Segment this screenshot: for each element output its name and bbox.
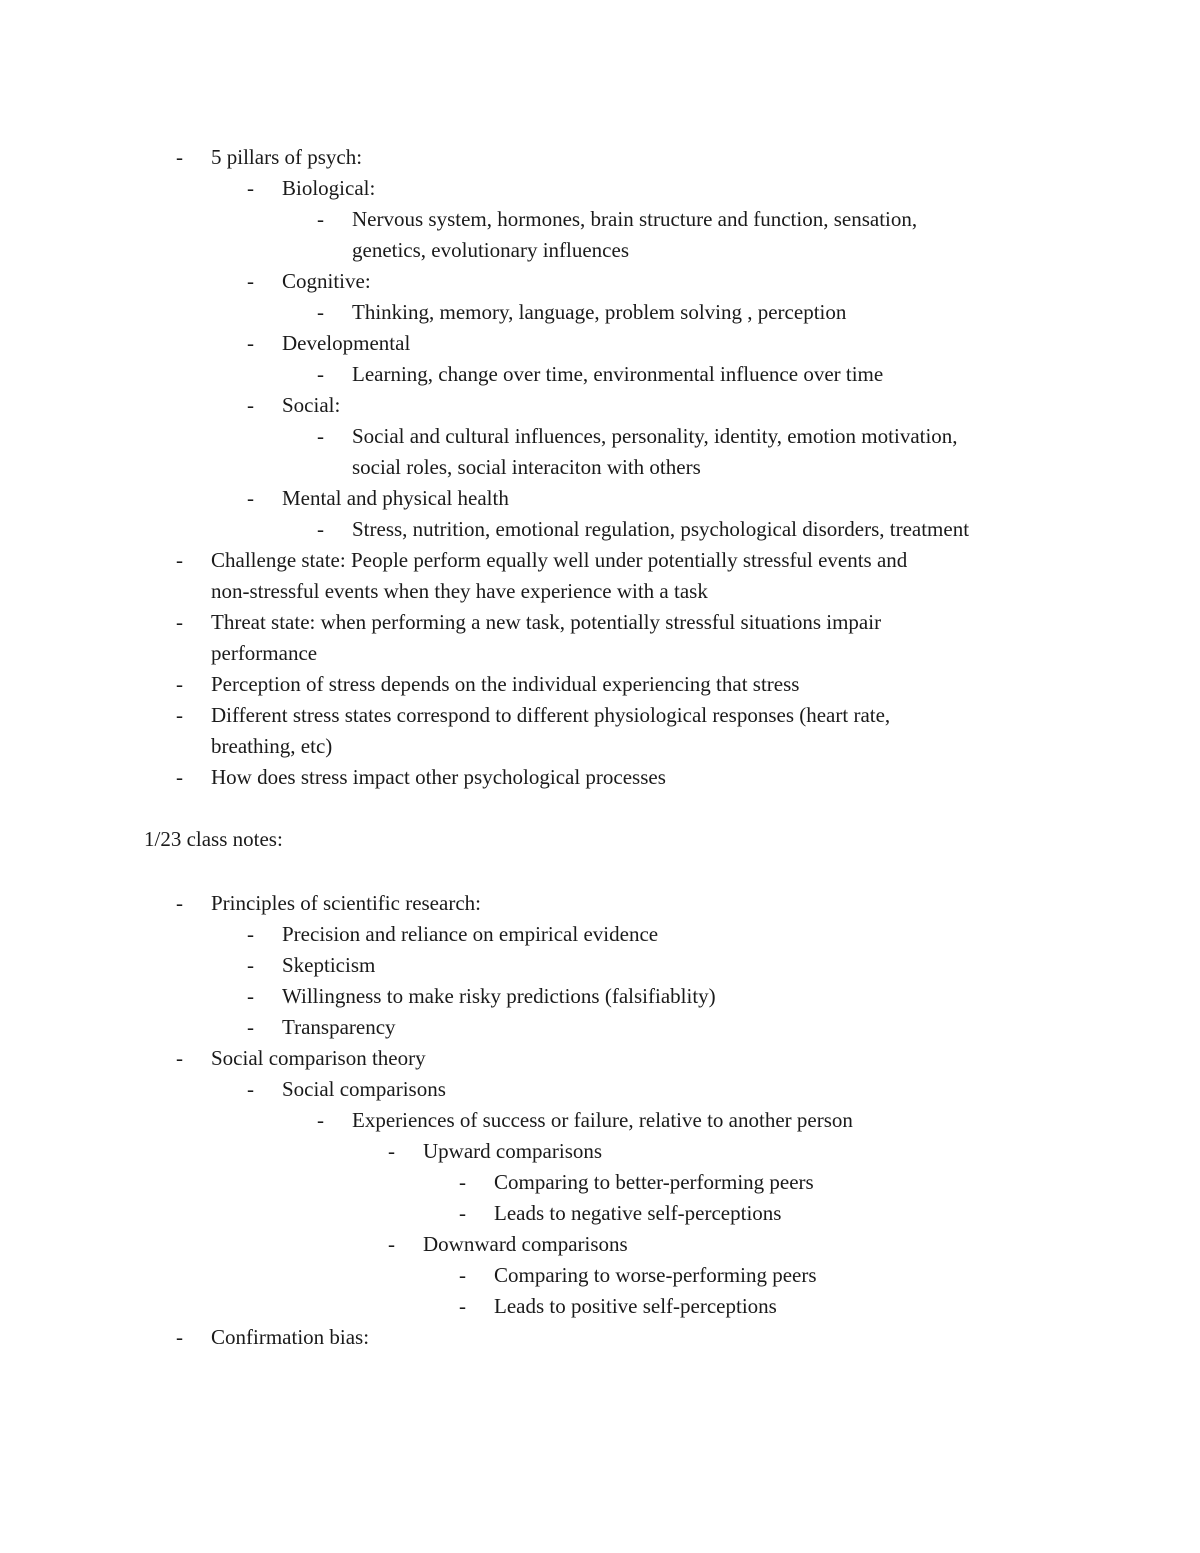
bullet-dash: - xyxy=(176,548,183,572)
list-item: Challenge state: People perform equally well under potentially stressful events and xyxy=(211,548,908,572)
bullet-dash: - xyxy=(247,984,254,1008)
list-item: Skepticism xyxy=(282,953,376,977)
list-item: Principles of scientific research: xyxy=(211,891,481,915)
bullet-dash: - xyxy=(247,331,254,355)
list-item: Thinking, memory, language, problem solving , perception xyxy=(352,300,847,324)
bullet-dash: - xyxy=(247,953,254,977)
list-item: Comparing to better-performing peers xyxy=(494,1170,814,1194)
list-item-continuation: genetics, evolutionary influences xyxy=(352,238,629,262)
list-item: Mental and physical health xyxy=(282,486,509,510)
list-item: Different stress states correspond to different physiological responses (heart rate, xyxy=(211,703,891,727)
bullet-dash: - xyxy=(388,1139,395,1163)
class-notes-heading: 1/23 class notes: xyxy=(144,827,283,851)
bullet-dash: - xyxy=(176,1046,183,1070)
bullet-dash: - xyxy=(459,1294,466,1318)
bullet-dash: - xyxy=(247,1077,254,1101)
list-item: How does stress impact other psychological processes xyxy=(211,765,666,789)
list-item: Learning, change over time, environmental influence over time xyxy=(352,362,884,386)
bullet-dash: - xyxy=(176,145,183,169)
bullet-dash: - xyxy=(317,517,324,541)
list-item: Nervous system, hormones, brain structure and function, sensation, xyxy=(352,207,918,231)
bullet-dash: - xyxy=(459,1263,466,1287)
list-item-continuation: breathing, etc) xyxy=(211,734,333,758)
bullet-dash: - xyxy=(317,300,324,324)
list-item-continuation: social roles, social interaciton with others xyxy=(352,455,701,479)
bullet-dash: - xyxy=(247,393,254,417)
list-item: Precision and reliance on empirical evidence xyxy=(282,922,659,946)
bullet-dash: - xyxy=(247,1015,254,1039)
list-item: Upward comparisons xyxy=(423,1139,603,1163)
list-item: Social comparison theory xyxy=(211,1046,426,1070)
bullet-dash: - xyxy=(459,1201,466,1225)
bullet-dash: - xyxy=(176,672,183,696)
bullet-dash: - xyxy=(247,176,254,200)
list-item: Threat state: when performing a new task, potentially stressful situations impair xyxy=(211,610,882,634)
list-item: Transparency xyxy=(282,1015,396,1039)
list-item: Confirmation bias: xyxy=(211,1325,370,1349)
list-item-continuation: performance xyxy=(211,641,318,665)
bullet-dash: - xyxy=(247,269,254,293)
bullet-dash: - xyxy=(317,207,324,231)
list-item: Leads to negative self-perceptions xyxy=(494,1201,782,1225)
list-item: Comparing to worse-performing peers xyxy=(494,1263,817,1287)
list-item: Perception of stress depends on the individual experiencing that stress xyxy=(211,672,800,696)
list-item: Willingness to make risky predictions (falsifiablity) xyxy=(282,984,716,1008)
bullet-dash: - xyxy=(317,1108,324,1132)
bullet-dash: - xyxy=(247,486,254,510)
list-item-continuation: non-stressful events when they have experience with a task xyxy=(211,579,708,603)
bullet-dash: - xyxy=(176,891,183,915)
list-item: Social comparisons xyxy=(282,1077,446,1101)
bullet-dash: - xyxy=(388,1232,395,1256)
list-item: Stress, nutrition, emotional regulation, psychological disorders, treatment xyxy=(352,517,970,541)
list-item: Developmental xyxy=(282,331,411,355)
bullet-dash: - xyxy=(317,362,324,386)
bullet-dash: - xyxy=(176,703,183,727)
bullet-dash: - xyxy=(176,1325,183,1349)
bullet-dash: - xyxy=(176,765,183,789)
bullet-dash: - xyxy=(247,922,254,946)
bullet-dash: - xyxy=(176,610,183,634)
list-item: Leads to positive self-perceptions xyxy=(494,1294,777,1318)
list-item: Social: xyxy=(282,393,341,417)
list-item: Social and cultural influences, personality, identity, emotion motivation, xyxy=(352,424,958,448)
bullet-dash: - xyxy=(317,424,324,448)
list-item: Cognitive: xyxy=(282,269,371,293)
bullet-dash: - xyxy=(459,1170,466,1194)
list-item: 5 pillars of psych: xyxy=(211,145,363,169)
list-item: Downward comparisons xyxy=(423,1232,628,1256)
list-item: Experiences of success or failure, relative to another person xyxy=(352,1108,853,1132)
list-item: Biological: xyxy=(282,176,376,200)
